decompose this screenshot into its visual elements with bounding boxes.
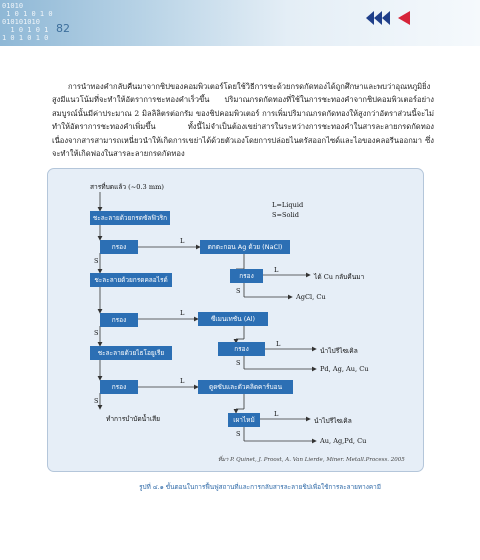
flag-s-3: S — [94, 397, 99, 405]
flag-l-5: L — [276, 340, 281, 348]
flowchart-figure — [47, 168, 424, 472]
box-precip-nacl: ตกตะกอน Ag ด้วย (NaCl) — [200, 240, 290, 254]
figure-credit: ที่มา P. Quinet, J. Proost, A. Van Lierde, Miner. Metall.Process. 2005 — [218, 457, 405, 463]
box-leach-sulfuric: ชะละลายด้วยกรดซัลฟิวริก — [90, 211, 170, 225]
flag-l-3: L — [180, 377, 185, 385]
prev-icon — [366, 11, 374, 25]
box-burn: เผาไหม้ — [228, 413, 260, 427]
header-caption — [90, 28, 310, 34]
page-header — [0, 0, 480, 46]
box-filter-4: กรอง — [230, 269, 263, 283]
output-agcl-cu: AgCl, Cu — [296, 293, 326, 301]
page-number: 82 — [56, 22, 70, 35]
box-filter-1: กรอง — [100, 240, 138, 254]
box-filter-5: กรอง — [218, 342, 265, 356]
flag-s-1: S — [94, 257, 99, 265]
output-au-ag-pd-cu: Au, Ag,Pd, Cu — [320, 437, 367, 445]
flag-s-5: S — [236, 359, 241, 367]
output-pd-ag-au-cu: Pd, Ag, Au, Cu — [320, 365, 369, 373]
output-recycle-1: นำไปรีไซเคิล — [320, 347, 358, 355]
output-recycle-2: นำไปรีไซเคิล — [314, 417, 352, 425]
body-paragraph: การนำทองคำกลับคืนมาจากชิปของคอมพิวเตอร์โดยใช้วิธีการชะด้วยกรดกัดทองได้ถูกศึกษาและพบว่าอุณหภูมิยิ่งสูงมีแนวโน้มที่จะทำให้อัตราการชะทองคำเร็วขึ้น ปริมาณกรดกัดทองที่ใช้ในการชะทองคำจากชิปคอมพิวเตอร์อย่างสมบูรณ์นั้นมีค่าประมาณ 2 มิลลิลิตรต่อกรัม ของชิปคอมพิวเตอร์ การเพิ่มปริมาณกรดกัดทองให้สูงกว่าอัตราส่วนนี้จะไม่ทำให้อัตราการชะทองคำเพิ่มขึ้น ทั้งนี้ไม่จำเป็นต้องเขย่าสารในระหว่างการชะทองคำในสารละลายกรดกัดทอง เนื่องจากสารสามารถเหนี่ยวนำให้เกิดการเขย่าได้ด้วยตัวเองโดยการปล่อยไนตรัสออกไซด์และไอของคลอรีนออกมา ซึ่งจะทำให้เกิดฟองในสารละลายกรดกัดทอง — [52, 81, 434, 159]
box-cement-al: ซีเมนเทชัน (Al) — [198, 312, 268, 326]
output-waste: ทำการบำบัดน้ำเสีย — [106, 415, 160, 423]
box-adsorb-carbon: ดูดซับและตัวคลิดคาร์บอน — [198, 380, 293, 394]
flag-s-4: S — [236, 287, 241, 295]
box-filter-2: กรอง — [100, 313, 138, 327]
flag-s-2: S — [94, 329, 99, 337]
next-icon — [398, 11, 410, 25]
flag-l-1: L — [180, 237, 185, 245]
page-nav-arrows[interactable] — [364, 10, 420, 26]
output-cu-return: ได้ Cu กลับคืนมา — [314, 273, 365, 281]
legend-liquid: L=Liquid — [272, 201, 304, 209]
binary-decoration: 01010 1 0 1 0 1 0 010101010 1 0 1 0 1 1 0 1 0 1 0 — [2, 2, 53, 42]
legend-solid: S=Solid — [272, 211, 299, 219]
box-filter-3: กรอง — [100, 380, 138, 394]
box-leach-thiourea: ชะละลายด้วยไธโอยูเรีย — [90, 346, 172, 360]
box-leach-chloride: ชะละลายด้วยกรดคลอไรด์ — [90, 273, 172, 287]
prev-icon-3 — [382, 11, 390, 25]
flag-l-6: L — [274, 410, 279, 418]
flag-l-4: L — [274, 266, 279, 274]
flag-l-2: L — [180, 309, 185, 317]
flag-s-6: S — [236, 430, 241, 438]
prev-icon-2 — [374, 11, 382, 25]
start-label: สารที่บดแล้ว (~0.3 mm) — [90, 183, 164, 191]
figure-caption: รูปที่ ๔.๑ ขั้นตอนในการฟื้นฟูสถานที่และการกลับสารละลายชิปเพื่อใช้การละลายทางคามี — [139, 483, 381, 491]
